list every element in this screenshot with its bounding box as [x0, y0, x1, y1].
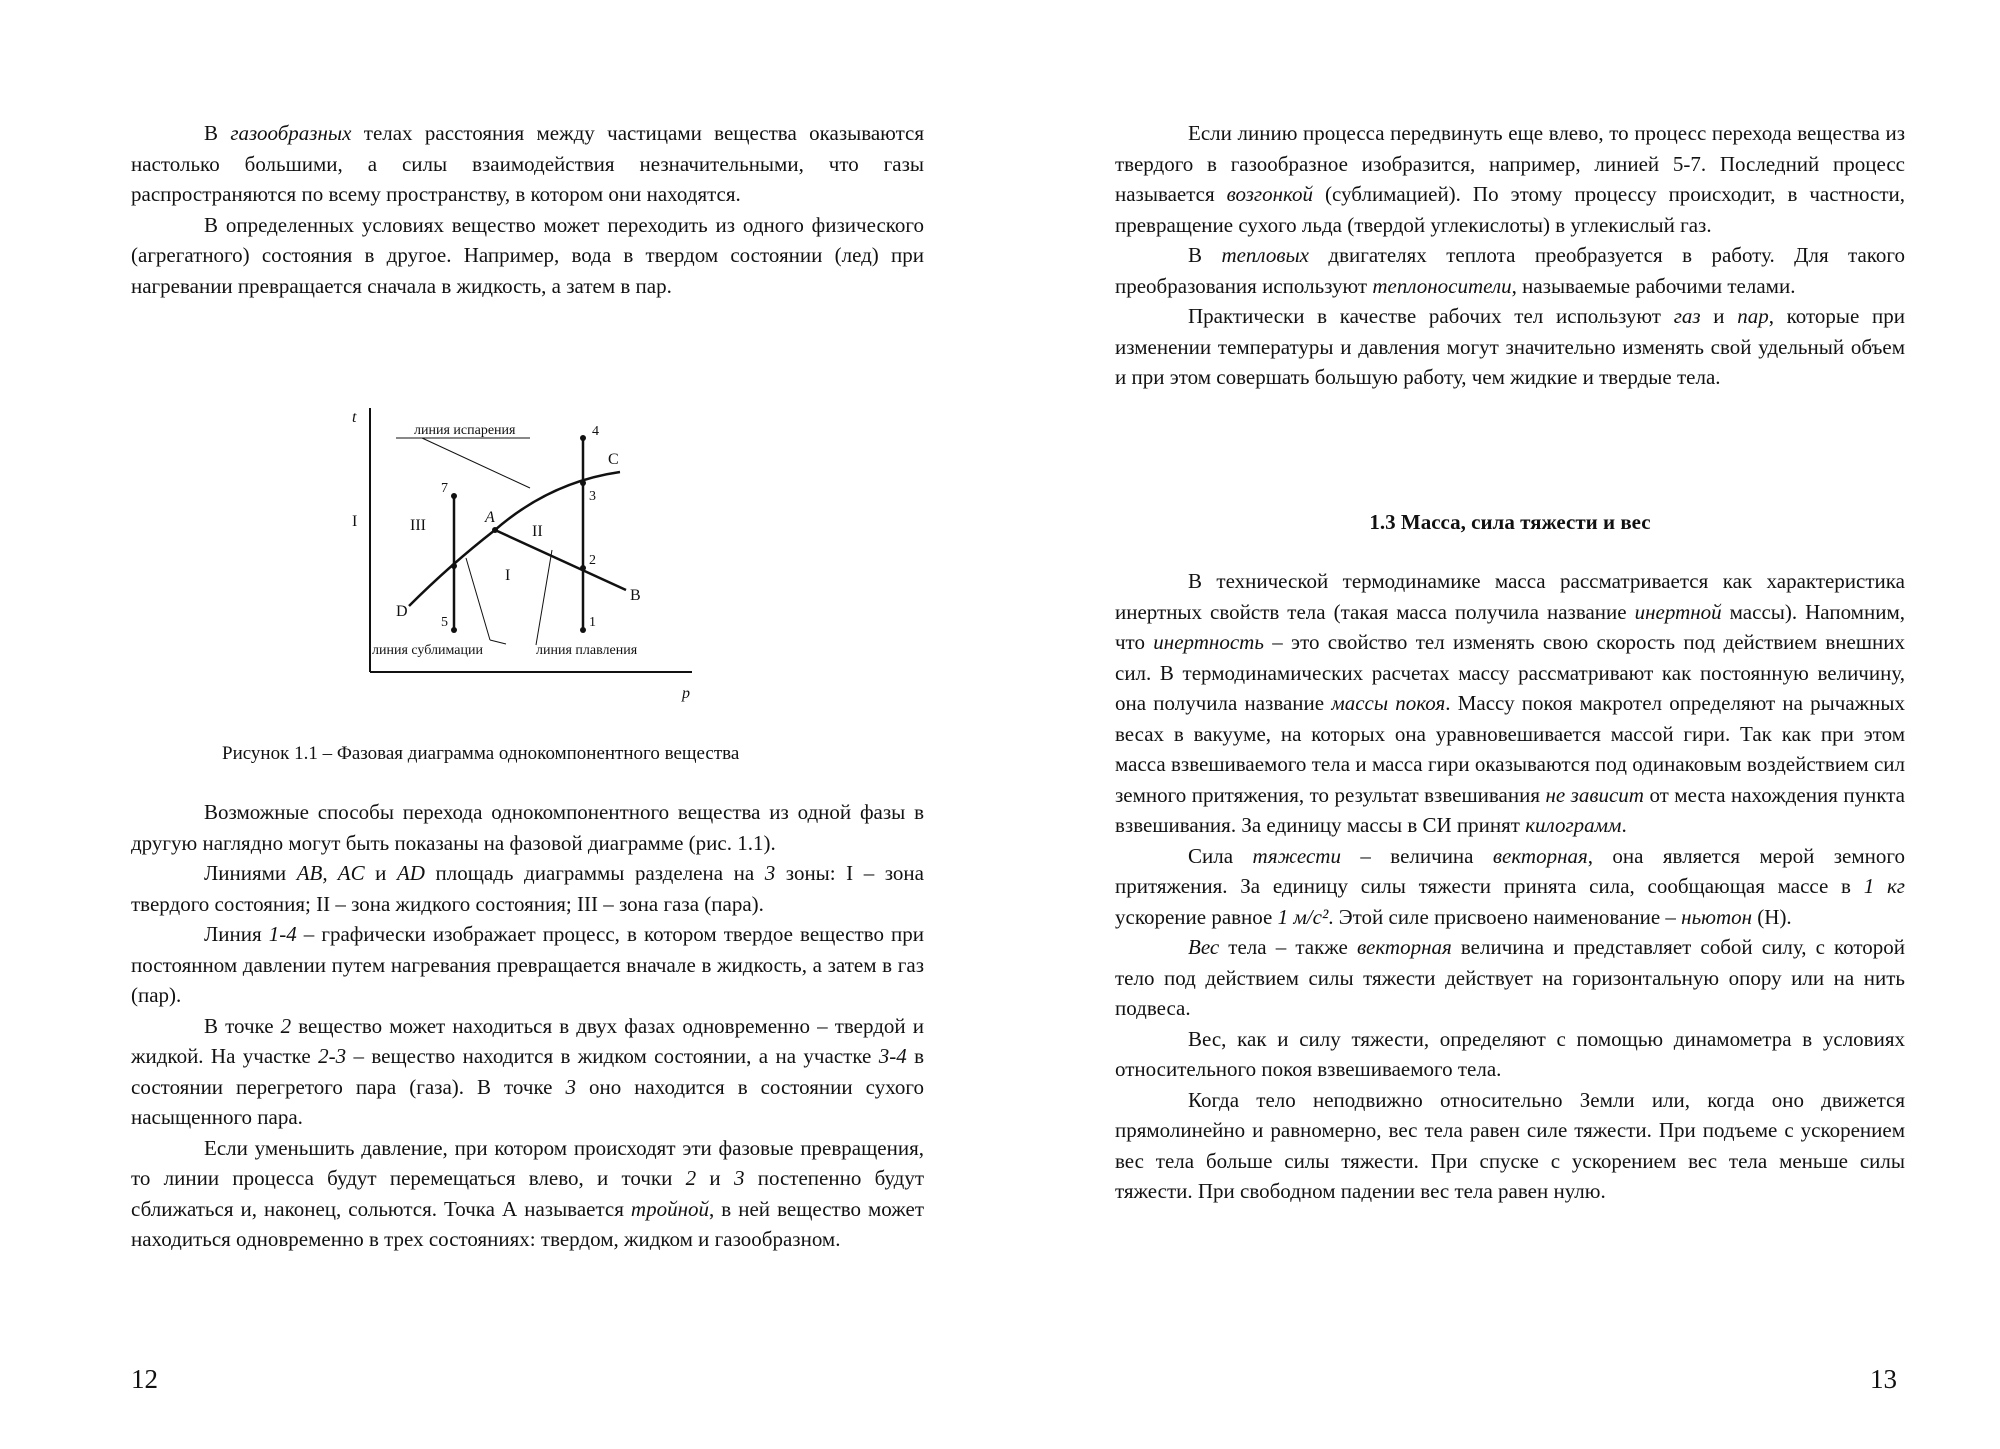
text-run: Если уменьшить давление, при котором происходят эти фазовые превращения, то линии процесса будут перемещаться влево, и точки — [131, 1135, 924, 1190]
text-run: зоны: I – зона твердого состояния; II – зона жидкого состояния; III – зона газа (пара). — [131, 861, 924, 916]
text-run: Сила — [1188, 843, 1253, 868]
italic-term: 3 — [764, 861, 776, 885]
label-point-A: A — [485, 509, 495, 526]
text-run: В технической термодинамике масса рассматривается как характеристика инертных свойств тела (такая масса получила название — [1115, 569, 1905, 624]
text-run: Когда тело неподвижно относительно Земли или, когда оно движется прямолинейно и равномерно, вес тела равен силе тяжести. При подъеме с ускорением вес тела больше силы тяжести. При спуске с ускорением вес тела меньше силы тяжести. При свободном падении вес тела равен нулю. — [1115, 1087, 1905, 1203]
text-run: Возможные способы перехода однокомпонентного вещества из одной фазы в другую наглядно могут быть показаны на фазовой диаграмме (рис. 1.1). — [131, 800, 924, 855]
figure-caption: Рисунок 1.1 – Фазовая диаграмма однокомпонентного вещества — [222, 743, 740, 764]
text-run: тела – также — [1219, 935, 1357, 959]
label-melting: линия плавления — [536, 643, 638, 658]
line-AB — [495, 530, 626, 590]
text-run: В точке — [204, 1013, 281, 1038]
paragraph — [131, 1011, 924, 1133]
italic-term: 2 — [685, 1166, 697, 1190]
text-run: – графически изображает процесс, в котором твердое вещество при постоянном давлении путем нагревания превращается вначале в жидкость, а затем в газ (пар). — [131, 922, 924, 1007]
italic-term: 2-3 — [318, 1044, 347, 1068]
italic-term: инертность — [1153, 630, 1264, 654]
italic-term: тройной — [630, 1196, 710, 1221]
paragraph — [131, 919, 924, 1011]
italic-term: газ — [1673, 304, 1701, 328]
paragraph — [1115, 932, 1905, 1024]
point-A — [492, 527, 498, 533]
zone-III-label: III — [410, 517, 426, 534]
text-run: двигателях теплота преобразуется в работу. Для такого преобразования используют — [1115, 243, 1905, 298]
text-run: и — [364, 861, 397, 885]
point-7 — [451, 493, 457, 499]
paragraph — [1115, 118, 1905, 240]
left-text-top — [131, 118, 924, 301]
page-number-right: 13 — [1870, 1364, 1897, 1394]
label-point-C: C — [608, 451, 619, 468]
right-text-top — [1115, 118, 1905, 393]
axis-zone-label-I: I — [352, 513, 358, 530]
zone-II-label: II — [532, 523, 543, 540]
paragraph — [1115, 1024, 1905, 1085]
point-3 — [580, 480, 586, 486]
text-run: – вещество находится в жидком состоянии, а на участке — [346, 1044, 879, 1068]
text-run: (Н). — [1752, 904, 1792, 929]
page-number-left: 12 — [131, 1364, 158, 1394]
text-run: от места нахождения пункта взвешивания. За единицу массы в СИ принят — [1115, 782, 1906, 837]
text-run: Линия — [204, 922, 269, 946]
text-run: величина и представляет собой силу, с которой тело под действием силы тяжести действует на горизонтальную опору или на нить подвеса. — [1115, 935, 1905, 1020]
italic-term: 3 — [733, 1166, 745, 1190]
left-text-bottom — [131, 797, 924, 1255]
point-2 — [580, 565, 586, 571]
italic-term: 3-4 — [878, 1044, 907, 1068]
italic-term: 1 кг — [1863, 874, 1905, 898]
label-point-B: B — [630, 587, 641, 604]
paragraph — [1115, 240, 1905, 301]
label-7: 7 — [441, 481, 448, 496]
text-run: , в ней вещество может находиться одновременно в трех состояниях: твердом, жидком и газообразном. — [131, 1196, 925, 1251]
text-run: площадь диаграммы разделена на — [424, 861, 765, 885]
label-2: 2 — [589, 553, 596, 568]
text-run: и — [1700, 304, 1738, 328]
sublimation-leader-1 — [466, 558, 490, 640]
phase-diagram — [330, 400, 710, 720]
text-run: . Массу покоя макротел определяют на рычажных весах в вакууме, на которых она уравновешивается массой гири. Так как при этом масса взвешиваемого тела и масса гири оказываются под одинаковым воздействием сил земного притяжения, то результат взвешивания — [1115, 691, 1906, 807]
axis-label-p: p — [682, 685, 690, 702]
italic-term: ньютон — [1681, 904, 1753, 929]
text-run: (сублимацией). По этому процессу происходит, в частности, превращение сухого льда (твердой углекислоты) в углекислый газ. — [1115, 182, 1905, 237]
italic-term: возгонкой — [1226, 182, 1314, 206]
paragraph — [131, 210, 924, 302]
melting-leader — [536, 550, 552, 645]
label-evaporation: линия испарения — [414, 423, 516, 438]
italic-term: AB, AC — [296, 861, 365, 885]
paragraph — [1115, 1085, 1905, 1207]
italic-term: 3 — [565, 1074, 576, 1099]
text-run: В — [1188, 243, 1222, 267]
italic-term: пар — [1737, 304, 1769, 328]
text-run: – это свойство тел изменять свою скорость под действием внешних сил. В термодинамических расчетах массу рассматривают как постоянную величину, она получила название — [1115, 630, 1905, 715]
italic-term: векторная — [1356, 935, 1452, 959]
text-run: . Этой силе присвоено наименование – — [1328, 904, 1682, 929]
text-run: В — [204, 121, 231, 145]
italic-term: векторная — [1492, 843, 1588, 868]
text-run: в состоянии перегретого пара (газа). В точке — [131, 1044, 924, 1099]
paragraph — [131, 118, 924, 210]
label-sublimation: линия сублимации — [372, 643, 483, 658]
point-sublimation-crossing — [451, 563, 457, 569]
evaporation-leader — [422, 438, 530, 488]
paragraph — [131, 797, 924, 858]
label-5: 5 — [441, 615, 448, 630]
right-text-bottom — [1115, 566, 1905, 1207]
italic-term: газообразных — [230, 121, 352, 145]
italic-term: не зависит — [1545, 782, 1644, 807]
axis-label-t: t — [352, 409, 357, 426]
point-1 — [580, 627, 586, 633]
phase-diagram-figure — [330, 400, 710, 725]
text-run: телах расстояния между частицами вещества оказываются настолько большими, а силы взаимодействия незначительными, что газы распространяются по всему пространству, в котором они находятся. — [131, 121, 925, 206]
italic-term: килограмм — [1525, 813, 1622, 837]
text-run: Вес, как и силу тяжести, определяют с помощью динамометра в условиях относительного покоя взвешиваемого тела. — [1115, 1026, 1905, 1081]
paragraph — [131, 858, 924, 919]
text-run: . — [1621, 813, 1627, 837]
italic-term: AD — [396, 861, 425, 885]
label-3: 3 — [589, 489, 596, 504]
label-1: 1 — [589, 615, 596, 630]
point-5 — [451, 627, 457, 633]
italic-term: 2 — [280, 1013, 292, 1038]
text-run: Практически в качестве рабочих тел используют — [1188, 304, 1674, 328]
italic-term: массы покоя — [1331, 691, 1446, 715]
text-run: вещество может находиться в двух фазах одновременно – твердой и жидкой. На участке — [131, 1013, 924, 1068]
text-run: , она является мерой земного притяжения. За единицу силы тяжести принята сила, сообщающая массе в — [1115, 843, 1905, 898]
zone-I-label: I — [505, 567, 511, 584]
italic-term: теплоносители — [1372, 273, 1512, 298]
text-run: Если линию процесса передвинуть еще влево, то процесс перехода вещества из твердого в газообразное изобразится, например, линией 5-7. Последний процесс называется — [1115, 121, 1905, 206]
paragraph — [1115, 841, 1905, 933]
paragraph — [1115, 566, 1905, 841]
italic-term: 1-4 — [268, 922, 297, 946]
text-run: , называемые рабочими телами. — [1511, 273, 1796, 298]
text-run: и — [696, 1166, 734, 1190]
text-run: оно находится в состоянии сухого насыщенного пара. — [131, 1074, 924, 1129]
section-heading: 1.3 Масса, сила тяжести и вес — [1369, 510, 1651, 534]
text-run: массы). Напомним, что — [1115, 599, 1905, 654]
text-run: Линиями — [204, 861, 297, 885]
italic-term: тяжести — [1252, 843, 1341, 868]
paragraph — [1115, 301, 1905, 393]
italic-term: 1 м/с² — [1277, 904, 1329, 929]
italic-term: Вес — [1188, 935, 1220, 959]
text-run: – величина — [1340, 843, 1493, 868]
text-run: В определенных условиях вещество может переходить из одного физического (агрегатного) состояния в другое. Например, вода в твердом состоянии (лед) при нагревании превращается сначала в жидкость, а затем в пар. — [131, 212, 924, 298]
text-run: , которые при изменении температуры и давления могут значительно изменять свой удельный объем и при этом совершать большую работу, чем жидкие и твердые тела. — [1115, 304, 1905, 389]
point-4 — [580, 435, 586, 441]
text-run: постепенно будут сближаться и, наконец, сольются. Точка А называется — [131, 1166, 925, 1221]
text-run: ускорение равное — [1115, 904, 1278, 929]
label-4: 4 — [592, 424, 599, 439]
right-page — [1000, 0, 2000, 1449]
italic-term: тепловых — [1221, 243, 1309, 267]
paragraph — [131, 1133, 924, 1255]
italic-term: инертной — [1634, 599, 1722, 624]
sublimation-leader-2 — [490, 640, 506, 644]
label-point-D: D — [396, 603, 408, 620]
